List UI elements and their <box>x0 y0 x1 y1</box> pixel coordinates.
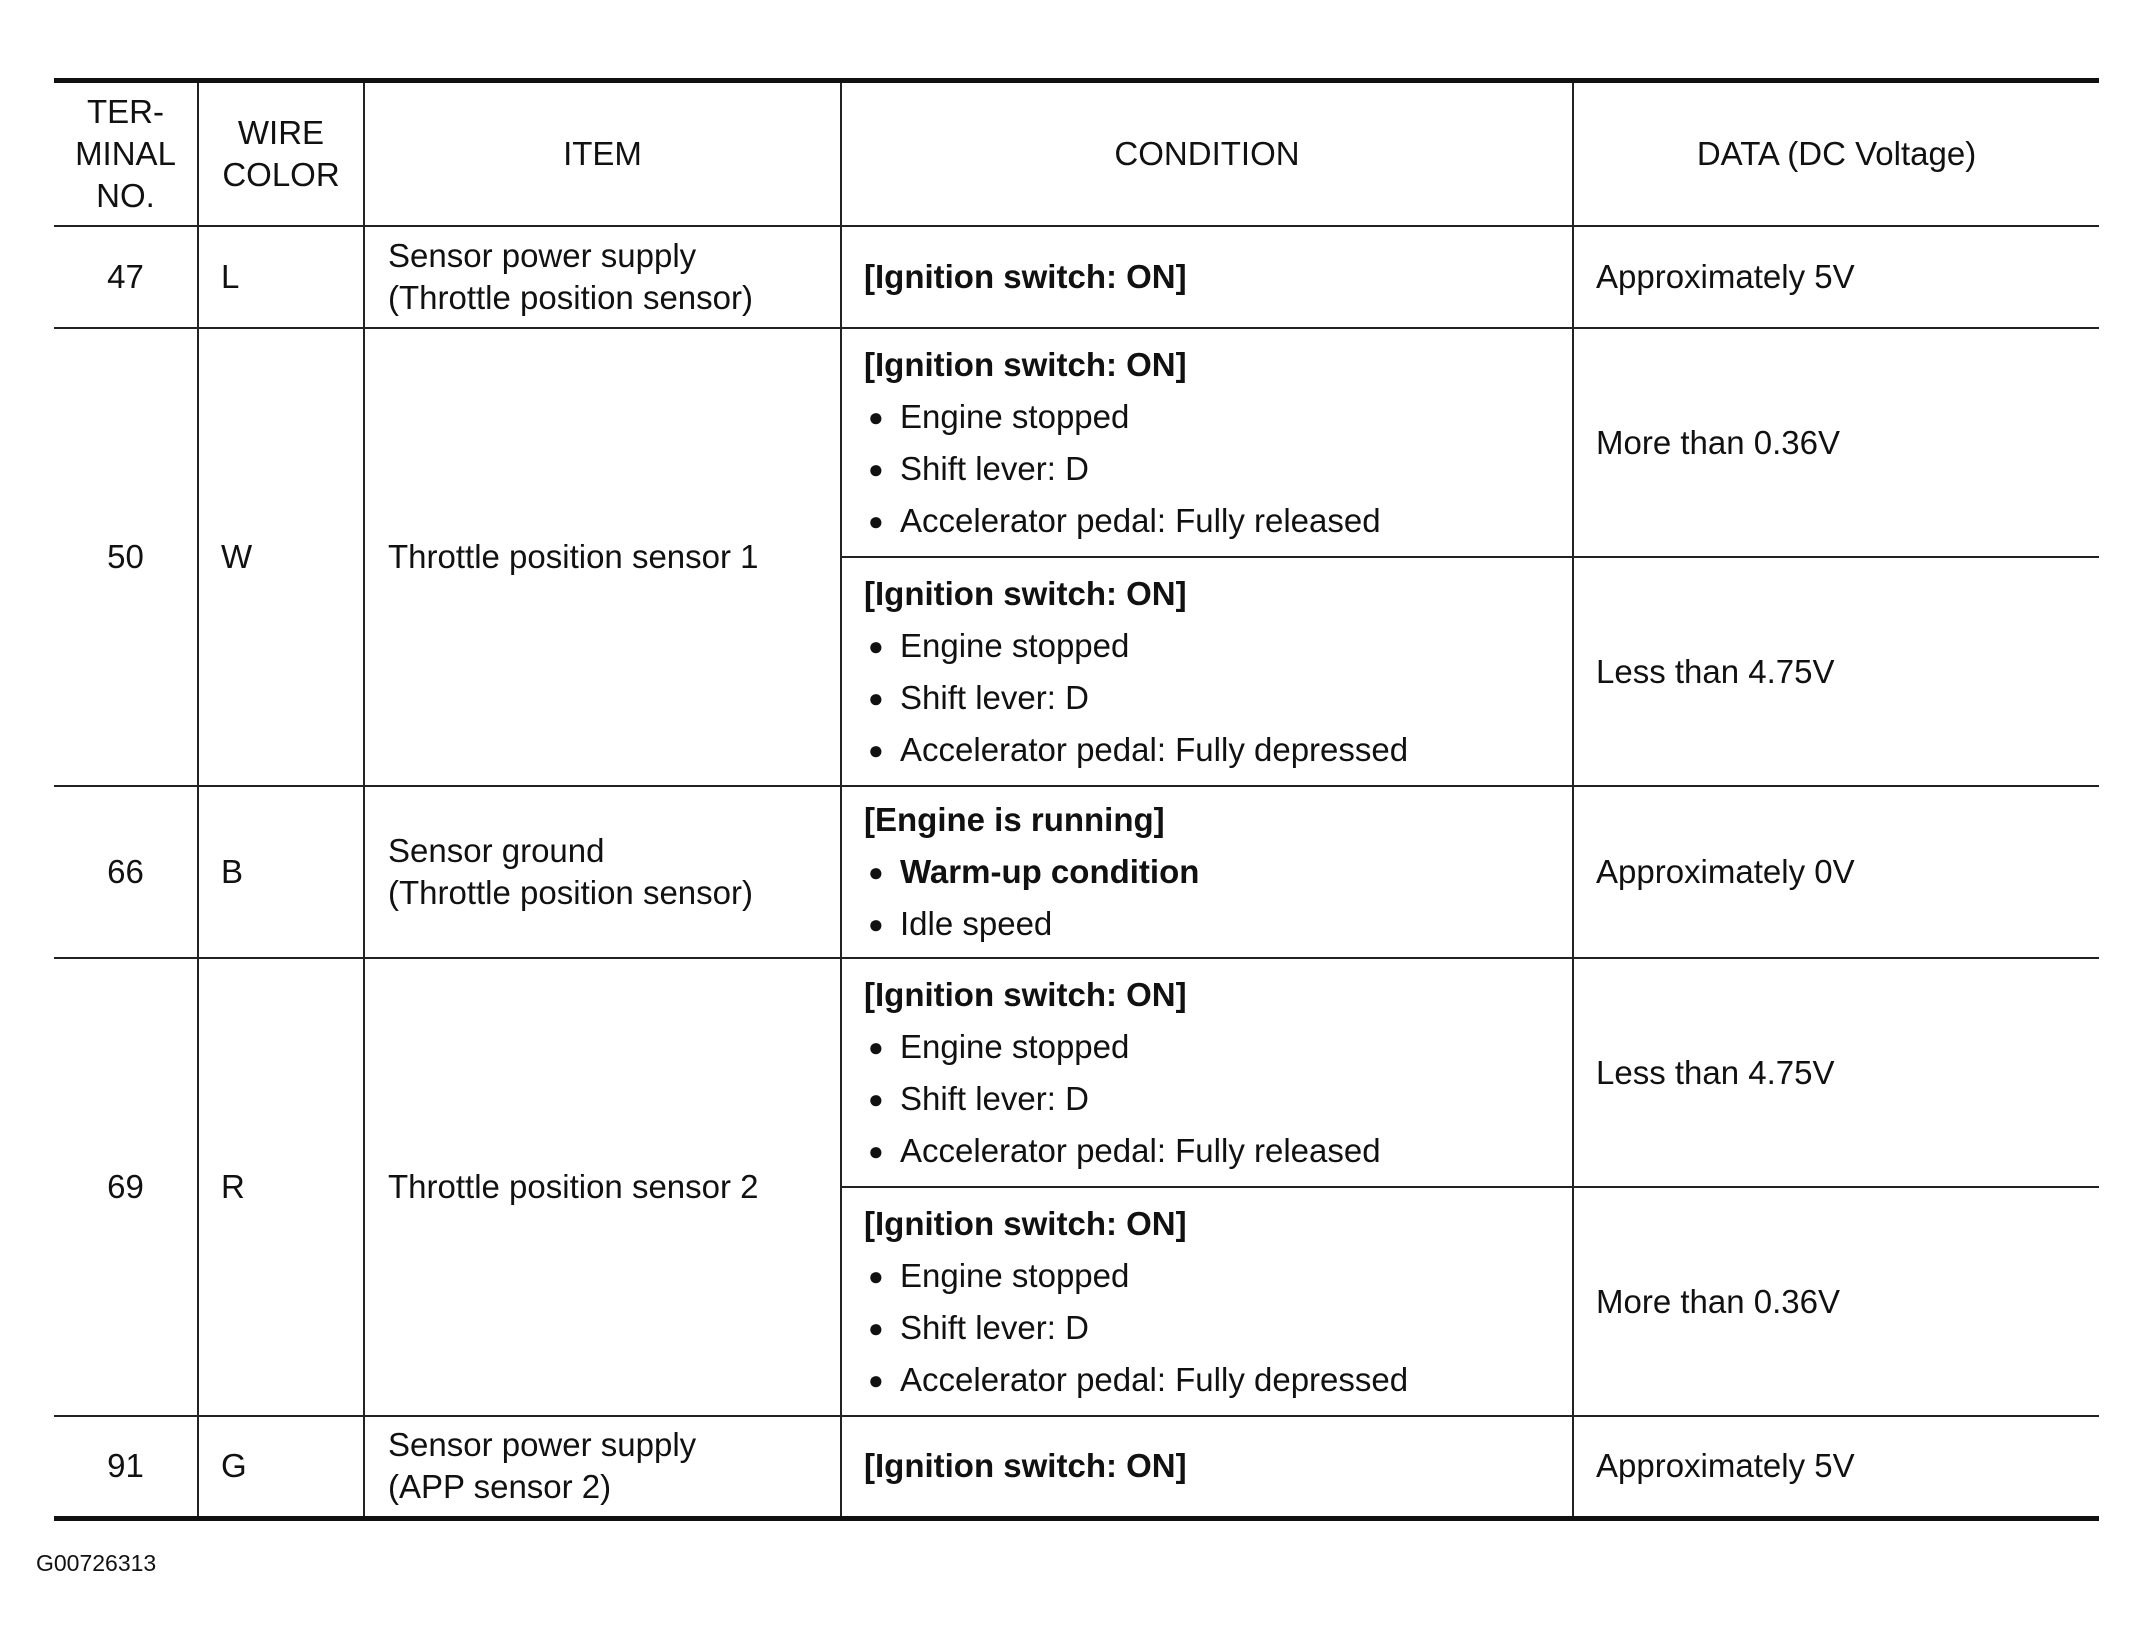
bullet-text: Shift lever: D <box>900 678 1089 716</box>
item-line: Sensor power supply <box>388 237 697 274</box>
condition-cell <box>841 786 1573 958</box>
terminal-cell: 50 <box>54 328 198 786</box>
condition-cell <box>841 226 1573 328</box>
item-line: Throttle position sensor 1 <box>388 538 759 575</box>
condition-heading: [Ignition switch: ON] <box>864 1204 1187 1242</box>
bullet-text: Warm-up condition <box>900 853 1200 890</box>
header-terminal-no-label: TER- MINAL NO. <box>75 93 176 214</box>
item-cell <box>364 1416 841 1518</box>
data-cell: More than 0.36V <box>1573 1187 2099 1416</box>
item-cell <box>364 786 841 958</box>
wire-color-cell: G <box>198 1416 364 1518</box>
condition-bullet <box>864 391 1572 443</box>
bullet-icon: ● <box>868 682 884 713</box>
condition-heading: [Ignition switch: ON] <box>864 975 1187 1013</box>
header-wire-color <box>198 81 364 227</box>
header-item <box>364 81 841 227</box>
bullet-text: Engine stopped <box>900 626 1130 664</box>
condition-heading: [Engine is running] <box>864 801 1165 838</box>
item-cell <box>364 226 841 328</box>
bullet-icon: ● <box>868 1031 884 1062</box>
table-row <box>54 226 2099 328</box>
bullet-text: Engine stopped <box>900 1027 1130 1065</box>
condition-bullet <box>864 898 1572 950</box>
condition-cell <box>841 1187 1573 1416</box>
condition-heading: [Ignition switch: ON] <box>864 345 1187 383</box>
bullet-text: Shift lever: D <box>900 449 1089 487</box>
condition-bullet <box>864 495 1572 547</box>
bullet-icon: ● <box>868 453 884 484</box>
condition-bullet <box>864 1021 1572 1073</box>
figure-id-label: G00726313 <box>36 1550 157 1576</box>
bullet-text: Accelerator pedal: Fully depressed <box>900 1360 1409 1398</box>
table-row <box>54 1416 2099 1518</box>
item-cell <box>364 958 841 1416</box>
data-cell: Less than 4.75V <box>1573 958 2099 1187</box>
condition-cell <box>841 557 1573 786</box>
bullet-icon: ● <box>868 1083 884 1114</box>
wire-color-cell: B <box>198 786 364 958</box>
condition-bullet <box>864 1125 1572 1177</box>
item-line: Throttle position sensor 2 <box>388 1168 759 1205</box>
condition-bullet <box>864 1073 1572 1125</box>
condition-bullet <box>864 846 1572 898</box>
bullet-text: Idle speed <box>900 905 1053 942</box>
item-line: Sensor power supply <box>388 1426 697 1464</box>
condition-cell <box>841 1416 1573 1518</box>
table-row <box>54 328 2099 557</box>
wire-color-cell: L <box>198 226 364 328</box>
condition-cell <box>841 958 1573 1187</box>
condition-bullet <box>864 1302 1572 1354</box>
bullet-icon: ● <box>868 630 884 661</box>
header-condition-label: CONDITION <box>1114 135 1300 172</box>
table-row <box>54 786 2099 958</box>
condition-heading: [Ignition switch: ON] <box>864 258 1187 295</box>
bullet-icon: ● <box>868 505 884 536</box>
bullet-icon: ● <box>868 401 884 432</box>
data-cell: Approximately 5V <box>1573 1416 2099 1518</box>
terminal-cell: 69 <box>54 958 198 1416</box>
header-data <box>1573 81 2099 227</box>
bullet-icon: ● <box>868 1260 884 1291</box>
bullet-icon: ● <box>868 1364 884 1395</box>
header-item-label: ITEM <box>563 135 642 172</box>
condition-bullet <box>864 672 1572 724</box>
condition-cell <box>841 328 1573 557</box>
table-row <box>54 958 2099 1187</box>
bullet-text: Shift lever: D <box>900 1079 1089 1117</box>
bullet-icon: ● <box>868 734 884 765</box>
condition-bullet <box>864 724 1572 776</box>
bullet-text: Accelerator pedal: Fully released <box>900 1131 1381 1169</box>
bullet-icon: ● <box>868 857 884 887</box>
item-line: (Throttle position sensor) <box>388 874 753 911</box>
data-cell: Approximately 0V <box>1573 786 2099 958</box>
header-terminal-no <box>54 81 198 227</box>
terminal-cell: 47 <box>54 226 198 328</box>
bullet-text: Accelerator pedal: Fully released <box>900 501 1381 539</box>
bullet-icon: ● <box>868 1135 884 1166</box>
condition-bullet <box>864 1250 1572 1302</box>
condition-bullet <box>864 1354 1572 1406</box>
wire-color-cell: W <box>198 328 364 786</box>
bullet-icon: ● <box>868 909 884 939</box>
condition-bullet <box>864 620 1572 672</box>
condition-bullet <box>864 443 1572 495</box>
ecm-terminal-table <box>54 78 2099 1521</box>
terminal-cell: 66 <box>54 786 198 958</box>
bullet-icon: ● <box>868 1312 884 1343</box>
terminal-cell: 91 <box>54 1416 198 1518</box>
bullet-text: Shift lever: D <box>900 1308 1089 1346</box>
header-condition <box>841 81 1573 227</box>
data-cell: More than 0.36V <box>1573 328 2099 557</box>
item-line: (Throttle position sensor) <box>388 279 753 316</box>
wire-color-cell: R <box>198 958 364 1416</box>
data-cell: Less than 4.75V <box>1573 557 2099 786</box>
bullet-text: Accelerator pedal: Fully depressed <box>900 730 1409 768</box>
item-line: (APP sensor 2) <box>388 1468 612 1506</box>
header-wire-color-label: WIRE COLOR <box>222 114 340 193</box>
condition-heading: [Ignition switch: ON] <box>864 1447 1187 1485</box>
header-data-label: DATA (DC Voltage) <box>1696 135 1977 172</box>
item-line: Sensor ground <box>388 832 605 869</box>
table-header-row <box>54 81 2099 227</box>
item-cell <box>364 328 841 786</box>
condition-heading: [Ignition switch: ON] <box>864 574 1187 612</box>
bullet-text: Engine stopped <box>900 397 1130 435</box>
data-cell: Approximately 5V <box>1573 226 2099 328</box>
bullet-text: Engine stopped <box>900 1256 1130 1294</box>
